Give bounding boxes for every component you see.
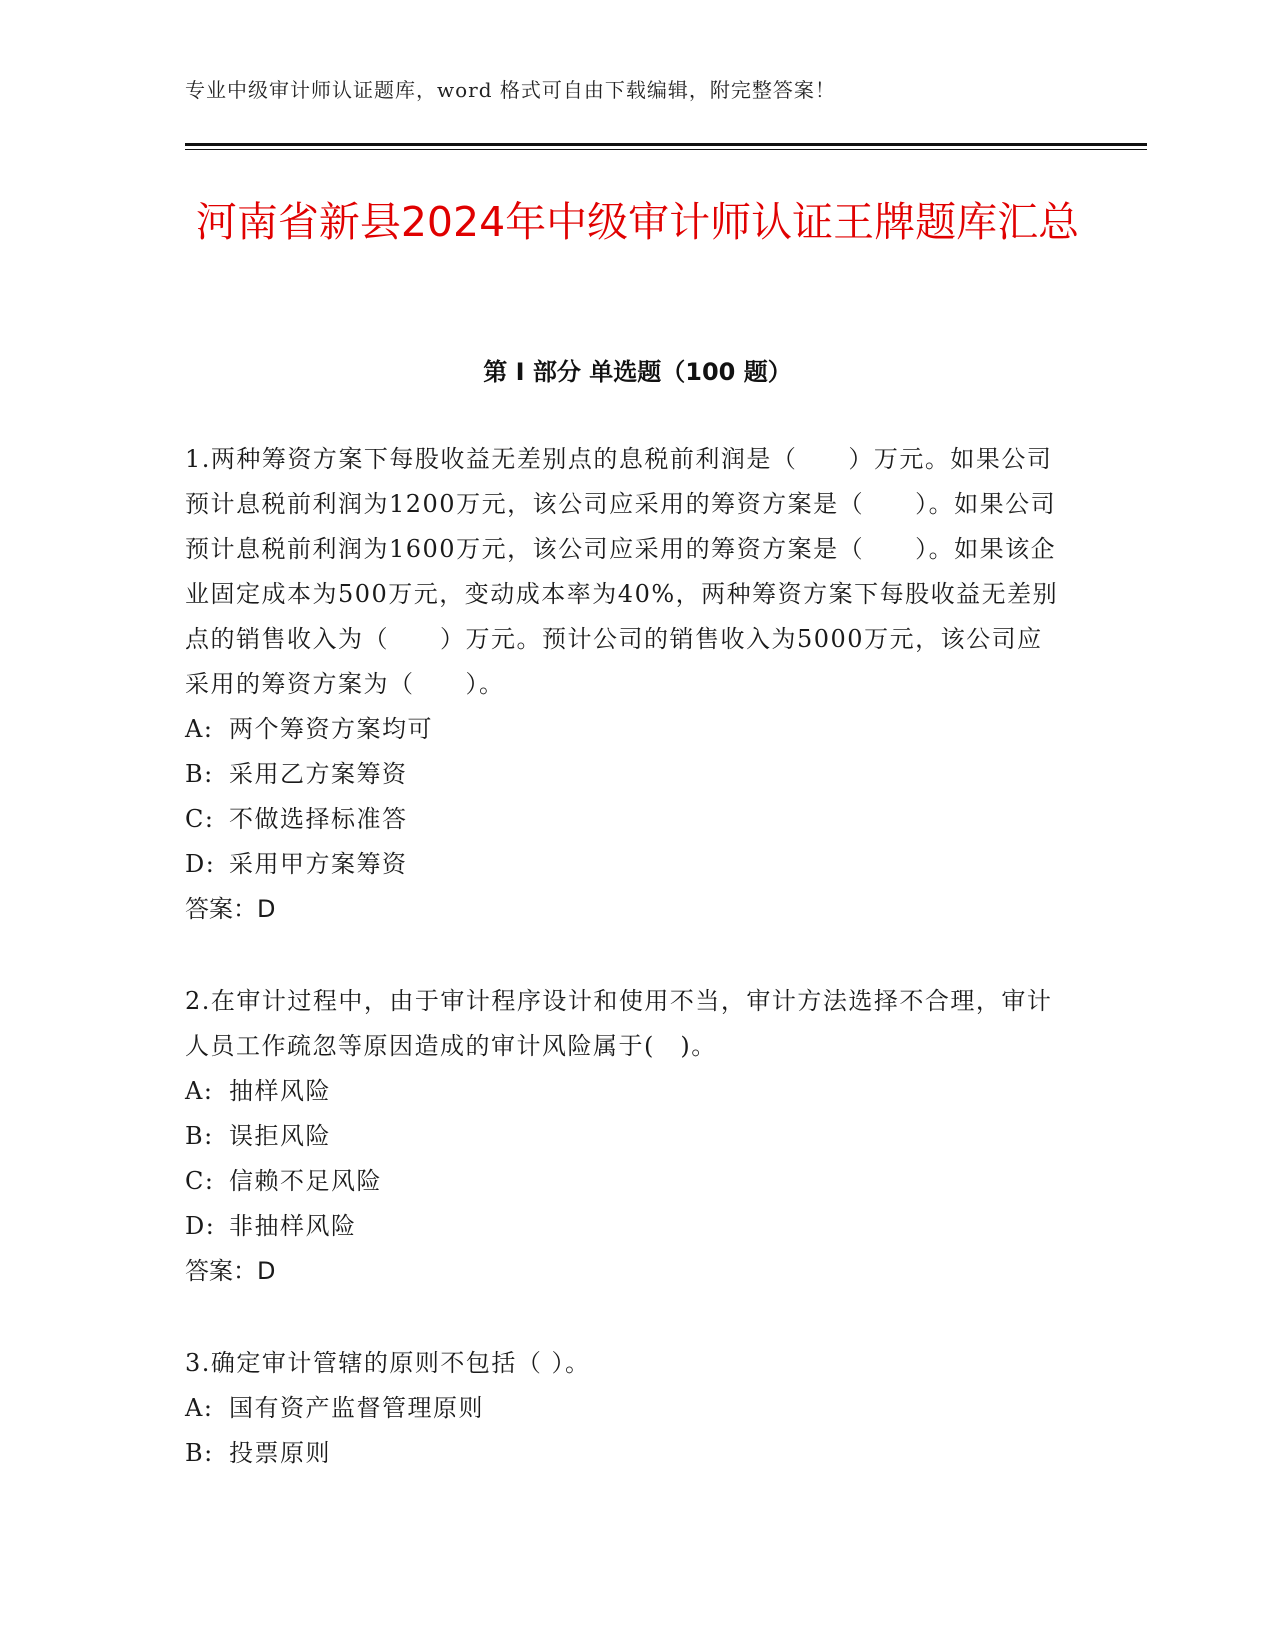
answer: 答案：D — [185, 895, 276, 923]
option-b — [185, 1114, 1065, 1159]
header-note: 专业中级审计师认证题库，word 格式可自由下载编辑，附完整答案！ — [185, 78, 836, 102]
option-text: 两个筹资方案均可 — [229, 715, 433, 743]
header-rule-thin — [185, 149, 1147, 150]
option-key: B: — [185, 760, 214, 788]
option-b — [185, 752, 1065, 797]
option-key: A: — [185, 1077, 214, 1105]
option-key: A: — [185, 715, 214, 743]
question-text: 2.在审计过程中，由于审计程序设计和使用不当，审计方法选择不合理，审计人员工作疏忽等原因造成的审计风险属于( )。 — [185, 987, 1053, 1060]
option-key: B: — [185, 1439, 214, 1467]
option-d — [185, 1204, 1065, 1249]
option-a — [185, 707, 1065, 752]
option-key: C: — [185, 805, 215, 833]
section-title: 第 I 部分 单选题（100 题） — [483, 358, 792, 386]
option-text: 抽样风险 — [229, 1077, 331, 1105]
option-c — [185, 1159, 1065, 1204]
question-3 — [185, 1341, 1065, 1476]
option-text: 采用乙方案筹资 — [229, 760, 408, 788]
option-b — [185, 1431, 1065, 1476]
option-c — [185, 797, 1065, 842]
question-text: 3.确定审计管辖的原则不包括（ ）。 — [185, 1349, 591, 1377]
option-d — [185, 842, 1065, 887]
question-list — [185, 437, 1065, 1523]
question-text: 1.两种筹资方案下每股收益无差别点的息税前利润是（ ）万元。如果公司预计息税前利润为1200万元，该公司应采用的筹资方案是（ ）。如果公司预计息税前利润为1600万元，该公司应采用的筹资方案是（ ）。如果该企业固定成本为500万元，变动成本率为40%，两种筹资方案下每股收益无差别点的销售收入为（ ）万元。预计公司的销售收入为5000万元，该公司应采用的筹资方案为（ ）。 — [185, 445, 1059, 698]
option-text: 误拒风险 — [229, 1122, 331, 1150]
option-text: 非抽样风险 — [229, 1212, 357, 1240]
option-text: 国有资产监督管理原则 — [229, 1394, 484, 1422]
question-1 — [185, 437, 1065, 932]
answer: 答案：D — [185, 1257, 276, 1285]
option-key: D: — [185, 1212, 216, 1240]
option-key: A: — [185, 1394, 214, 1422]
option-text: 不做选择标准答 — [229, 805, 408, 833]
option-text: 投票原则 — [229, 1439, 331, 1467]
question-2 — [185, 979, 1065, 1294]
option-a — [185, 1069, 1065, 1114]
option-key: C: — [185, 1167, 215, 1195]
option-text: 信赖不足风险 — [229, 1167, 382, 1195]
document-title: 河南省新县2024年中级审计师认证王牌题库汇总 — [195, 198, 1080, 246]
option-text: 采用甲方案筹资 — [229, 850, 408, 878]
option-key: B: — [185, 1122, 214, 1150]
option-key: D: — [185, 850, 216, 878]
header-rule-thick — [185, 143, 1147, 146]
option-a — [185, 1386, 1065, 1431]
